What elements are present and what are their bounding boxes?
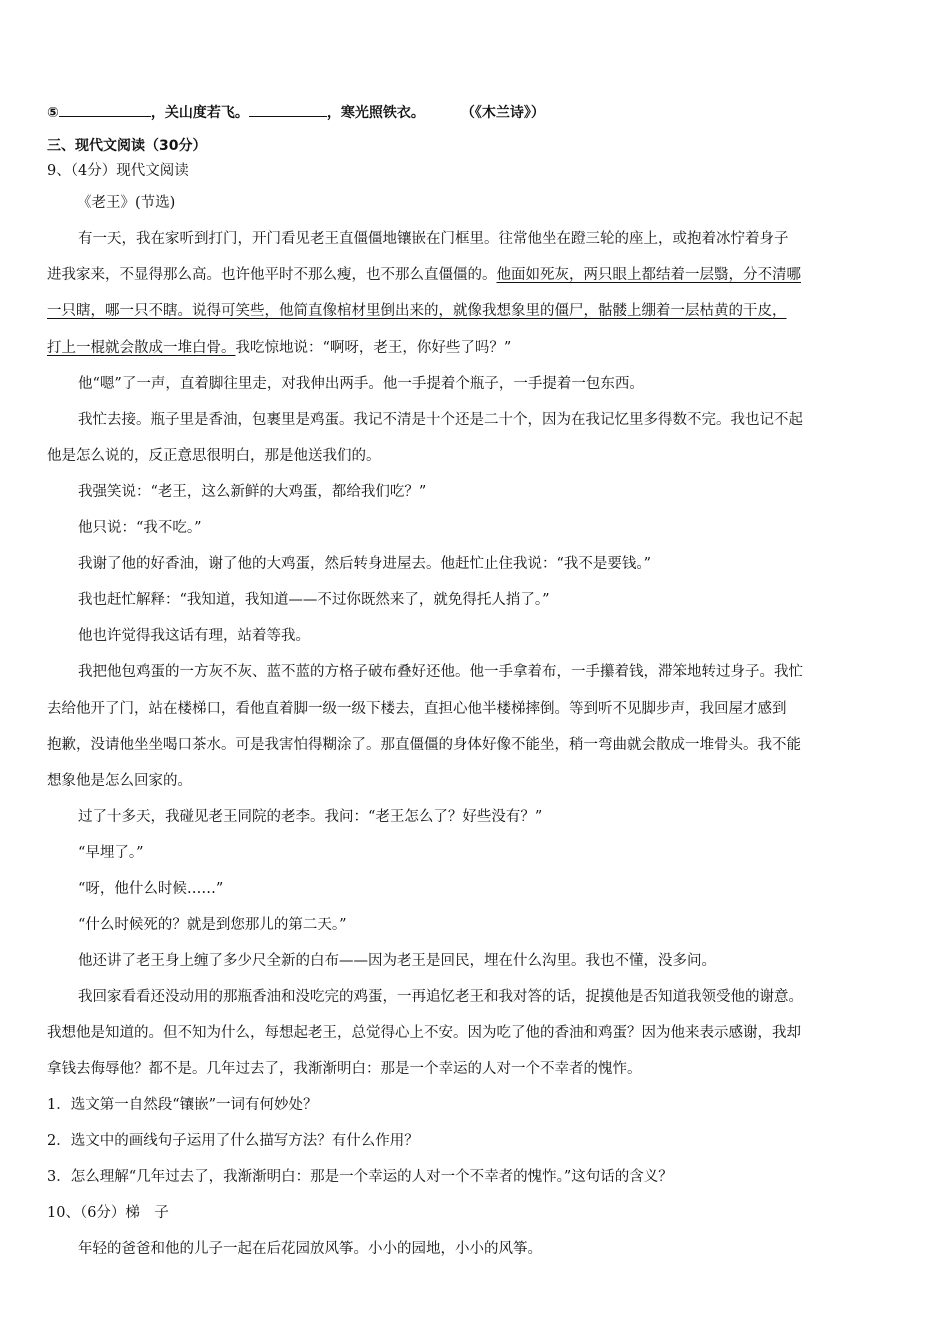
- paragraph-line: [47, 265, 801, 285]
- question-3: 3．怎么理解“几年过去了，我渐渐明白：那是一个幸运的人对一个不幸者的愧怍。”这句话的含义？: [47, 1169, 673, 1185]
- question-10-header: 10、（6分）梯 子: [47, 1205, 169, 1221]
- paragraph-line: 有一天，我在家听到打门，开门看见老王直僵僵地镶嵌在门框里。往常他坐在蹬三轮的座上，或抱着冰㤖着身子: [78, 231, 789, 247]
- paragraph-line: [47, 338, 511, 358]
- paragraph-line: 过了十多天，我碰见老王同院的老李。我问：“老王怎么了？好些没有？”: [78, 809, 543, 825]
- underlined-sentence: 一只瞎，哪一只不瞎。说得可笑些，他简直像棺材里倒出来的，就像我想象里的僵尸，骷髅上绷着一层枯黄的干皮，: [47, 303, 787, 319]
- paragraph-line: 我把他包鸡蛋的一方灰不灰、蓝不蓝的方格子破布叠好还他。他一手拿着布，一手攥着钱，滞笨地转过身子。我忙: [78, 664, 803, 680]
- paragraph-line: 他只说：“我不吃。”: [78, 520, 202, 536]
- section-title: 三、现代文阅读（30分）: [47, 138, 207, 154]
- paragraph-line: “什么时候死的？就是到您那儿的第二天。”: [78, 917, 347, 933]
- paragraph-line: 拿钱去侮辱他？都不是。几年过去了，我渐渐明白：那是一个幸运的人对一个不幸者的愧怍。: [47, 1061, 642, 1077]
- paragraph-line: “早埋了。”: [78, 845, 144, 861]
- text-segment: 我吃惊地说：“啊呀，老王，你好些了吗？”: [235, 340, 512, 356]
- answer-blank-1[interactable]: [59, 101, 151, 117]
- article-title: 《老王》(节选): [77, 195, 176, 211]
- question-1: 1．选文第一自然段“镶嵌”一词有何妙处？: [47, 1097, 318, 1113]
- paragraph-line: 我强笑说：“老王，这么新鲜的大鸡蛋，都给我们吃？”: [78, 484, 427, 500]
- poem-text-1: ，关山度若飞。: [150, 105, 249, 121]
- paragraph-line: 我也赶忙解释：“我知道，我知道——不过你既然来了，就免得托人捎了。”: [78, 592, 550, 608]
- paragraph-line: 他也许觉得我这话有理，站着等我。: [78, 628, 310, 644]
- poem-fill-line: [47, 101, 545, 123]
- paragraph-line: 他是怎么说的，反正意思很明白，那是他送我们的。: [47, 448, 381, 464]
- paragraph-line: 我谢了他的好香油，谢了他的大鸡蛋，然后转身进屋去。他赶忙止住我说：“我不是要钱。”: [78, 556, 652, 572]
- paragraph-line: 他“嗯”了一声，直着脚往里走，对我伸出两手。他一手提着个瓶子，一手提着一包东西。: [78, 376, 644, 392]
- paragraph-line: 他还讲了老王身上缠了多少尺全新的白布——因为老王是回民，埋在什么沟里。我也不懂，没多问。: [78, 953, 716, 969]
- item-number: ⑤: [47, 105, 59, 121]
- poem-text-2: ，寒光照铁衣。: [326, 105, 425, 121]
- paragraph-line: 我回家看看还没动用的那瓶香油和没吃完的鸡蛋，一再追忆老王和我对答的话，捉摸他是否知道我领受他的谢意。: [78, 989, 803, 1005]
- text-segment: 进我家来，不显得那么高。也许他平时不那么瘦，也不那么直僵僵的。: [47, 267, 497, 283]
- paragraph-line: 年轻的爸爸和他的儿子一起在后花园放风筝。小小的园地，小小的风筝。: [78, 1241, 542, 1257]
- question-9-header: 9、（4分）现代文阅读: [47, 163, 189, 179]
- paragraph-line: 想象他是怎么回家的。: [47, 773, 192, 789]
- paragraph-line: “呀，他什么时候……”: [78, 881, 224, 897]
- question-2: 2．选文中的画线句子运用了什么描写方法？有什么作用？: [47, 1133, 419, 1149]
- poem-source: （《木兰诗》）: [460, 105, 545, 121]
- underlined-sentence: 打上一棍就会散成一堆白骨。: [47, 340, 236, 356]
- paragraph-line: 抱歉，没请他坐坐喝口茶水。可是我害怕得糊涂了。那直僵僵的身体好像不能坐，稍一弯曲就会散成一堆骨头。我不能: [47, 737, 801, 753]
- paragraph-line: 去给他开了门，站在楼梯口，看他直着脚一级一级下楼去，直担心他半楼梯摔倒。等到听不见脚步声，我回屋才感到: [47, 701, 787, 717]
- answer-blank-2[interactable]: [249, 101, 327, 117]
- paragraph-line: 我忙去接。瓶子里是香油，包裹里是鸡蛋。我记不清是十个还是二十个，因为在我记忆里多得数不完。我也记不起: [78, 412, 803, 428]
- underlined-sentence: 他面如死灰，两只眼上都结着一层翳，分不清哪: [496, 267, 801, 283]
- paragraph-line: 我想他是知道的。但不知为什么，每想起老王，总觉得心上不安。因为吃了他的香油和鸡蛋？因为他来表示感谢，我却: [47, 1025, 801, 1041]
